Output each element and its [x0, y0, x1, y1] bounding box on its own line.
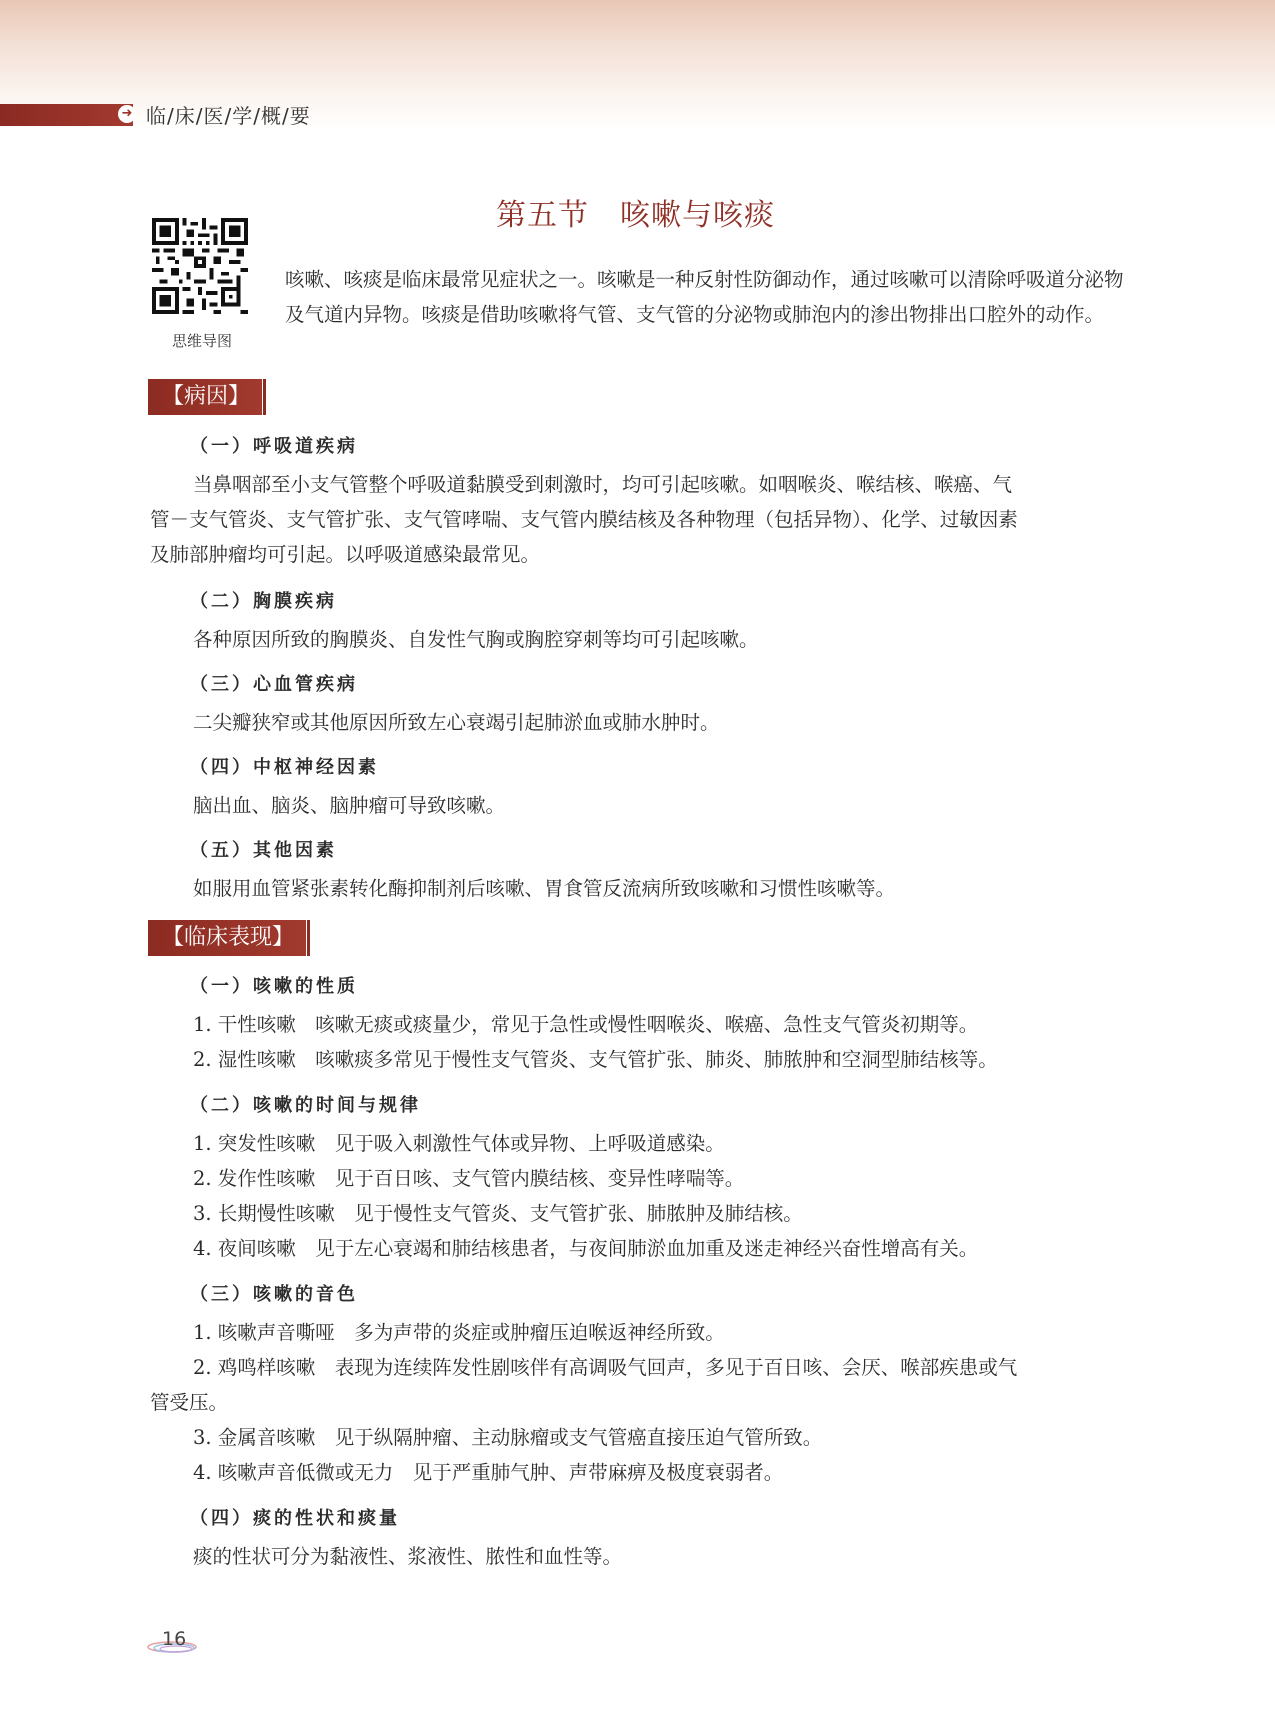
paragraph-line: 当鼻咽部至小支气管整个呼吸道黏膜受到刺激时，均可引起咳嗽。如咽喉炎、喉结核、喉癌、气	[193, 473, 1013, 496]
list-item: 2. 鸡鸣样咳嗽 表现为连续阵发性剧咳伴有高调吸气回声，多见于百日咳、会厌、喉部疾患或气	[193, 1356, 1018, 1379]
paragraph-line: 管－支气管炎、支气管扩张、支气管哮喘、支气管内膜结核及各种物理（包括异物）、化学、过敏因素	[150, 508, 1018, 531]
section-title: 第五节 咳嗽与咳痰	[496, 198, 775, 233]
list-item: 4. 咳嗽声音低微或无力 见于严重肺气肿、声带麻痹及极度衰弱者。	[193, 1461, 784, 1484]
qr-caption: 思维导图	[171, 332, 232, 350]
heading-clinical: 【临床表现】	[148, 920, 306, 956]
intro-paragraph: 咳嗽、咳痰是临床最常见症状之一。咳嗽是一种反射性防御动作，通过咳嗽可以清除呼吸道分泌物及气道内异物。咳痰是借助咳嗽将气管、支气管的分泌物或肺泡内的渗出物排出口腔外的动作。	[285, 268, 1124, 326]
paragraph-line: 脑出血、脑炎、脑肿瘤可导致咳嗽。	[193, 794, 506, 817]
list-item: 1. 突发性咳嗽 见于吸入刺激性气体或异物、上呼吸道感染。	[193, 1132, 725, 1155]
subheading-respiratory: （一）呼吸道疾病	[190, 436, 358, 457]
subheading-cns: （四）中枢神经因素	[190, 757, 379, 778]
list-item: 3. 金属音咳嗽 见于纵隔肿瘤、主动脉瘤或支气管癌直接压迫气管所致。	[193, 1426, 823, 1449]
list-item: 1. 干性咳嗽 咳嗽无痰或痰量少，常见于急性或慢性咽喉炎、喉癌、急性支气管炎初期等。	[193, 1013, 979, 1036]
qr-code-icon[interactable]	[152, 218, 248, 314]
arrow-right-icon: ➜	[118, 105, 136, 123]
subheading-timing: （二）咳嗽的时间与规律	[190, 1095, 421, 1116]
page-number: 16	[162, 1628, 187, 1650]
list-item: 3. 长期慢性咳嗽 见于慢性支气管炎、支气管扩张、肺脓肿及肺结核。	[193, 1202, 803, 1225]
subheading-timbre: （三）咳嗽的音色	[190, 1284, 358, 1305]
paragraph-line: 痰的性状可分为黏液性、浆液性、脓性和血性等。	[193, 1545, 623, 1568]
subheading-nature: （一）咳嗽的性质	[190, 976, 358, 997]
list-item: 4. 夜间咳嗽 见于左心衰竭和肺结核患者，与夜间肺淤血加重及迷走神经兴奋性增高有关。	[193, 1237, 979, 1260]
list-item: 管受压。	[150, 1391, 229, 1414]
list-item: 2. 湿性咳嗽 咳嗽痰多常见于慢性支气管炎、支气管扩张、肺炎、肺脓肿和空洞型肺结核等。	[193, 1048, 998, 1071]
subheading-pleural: （二）胸膜疾病	[190, 591, 337, 612]
book-title: 临/床/医/学/概/要	[146, 104, 311, 128]
heading-etiology: 【病因】	[148, 379, 262, 415]
subheading-cardiovascular: （三）心血管疾病	[190, 674, 358, 695]
subheading-other: （五）其他因素	[190, 840, 337, 861]
list-item: 1. 咳嗽声音嘶哑 多为声带的炎症或肿瘤压迫喉返神经所致。	[193, 1321, 725, 1344]
paragraph-line: 及肺部肿瘤均可引起。以呼吸道感染最常见。	[150, 543, 541, 566]
header-accent-bar	[0, 104, 133, 126]
paragraph-line: 各种原因所致的胸膜炎、自发性气胸或胸腔穿刺等均可引起咳嗽。	[193, 628, 759, 651]
list-item: 2. 发作性咳嗽 见于百日咳、支气管内膜结核、变异性哮喘等。	[193, 1167, 745, 1190]
paragraph-line: 二尖瓣狭窄或其他原因所致左心衰竭引起肺淤血或肺水肿时。	[193, 711, 720, 734]
paragraph-line: 如服用血管紧张素转化酶抑制剂后咳嗽、胃食管反流病所致咳嗽和习惯性咳嗽等。	[193, 877, 896, 900]
subheading-sputum: （四）痰的性状和痰量	[190, 1508, 400, 1529]
